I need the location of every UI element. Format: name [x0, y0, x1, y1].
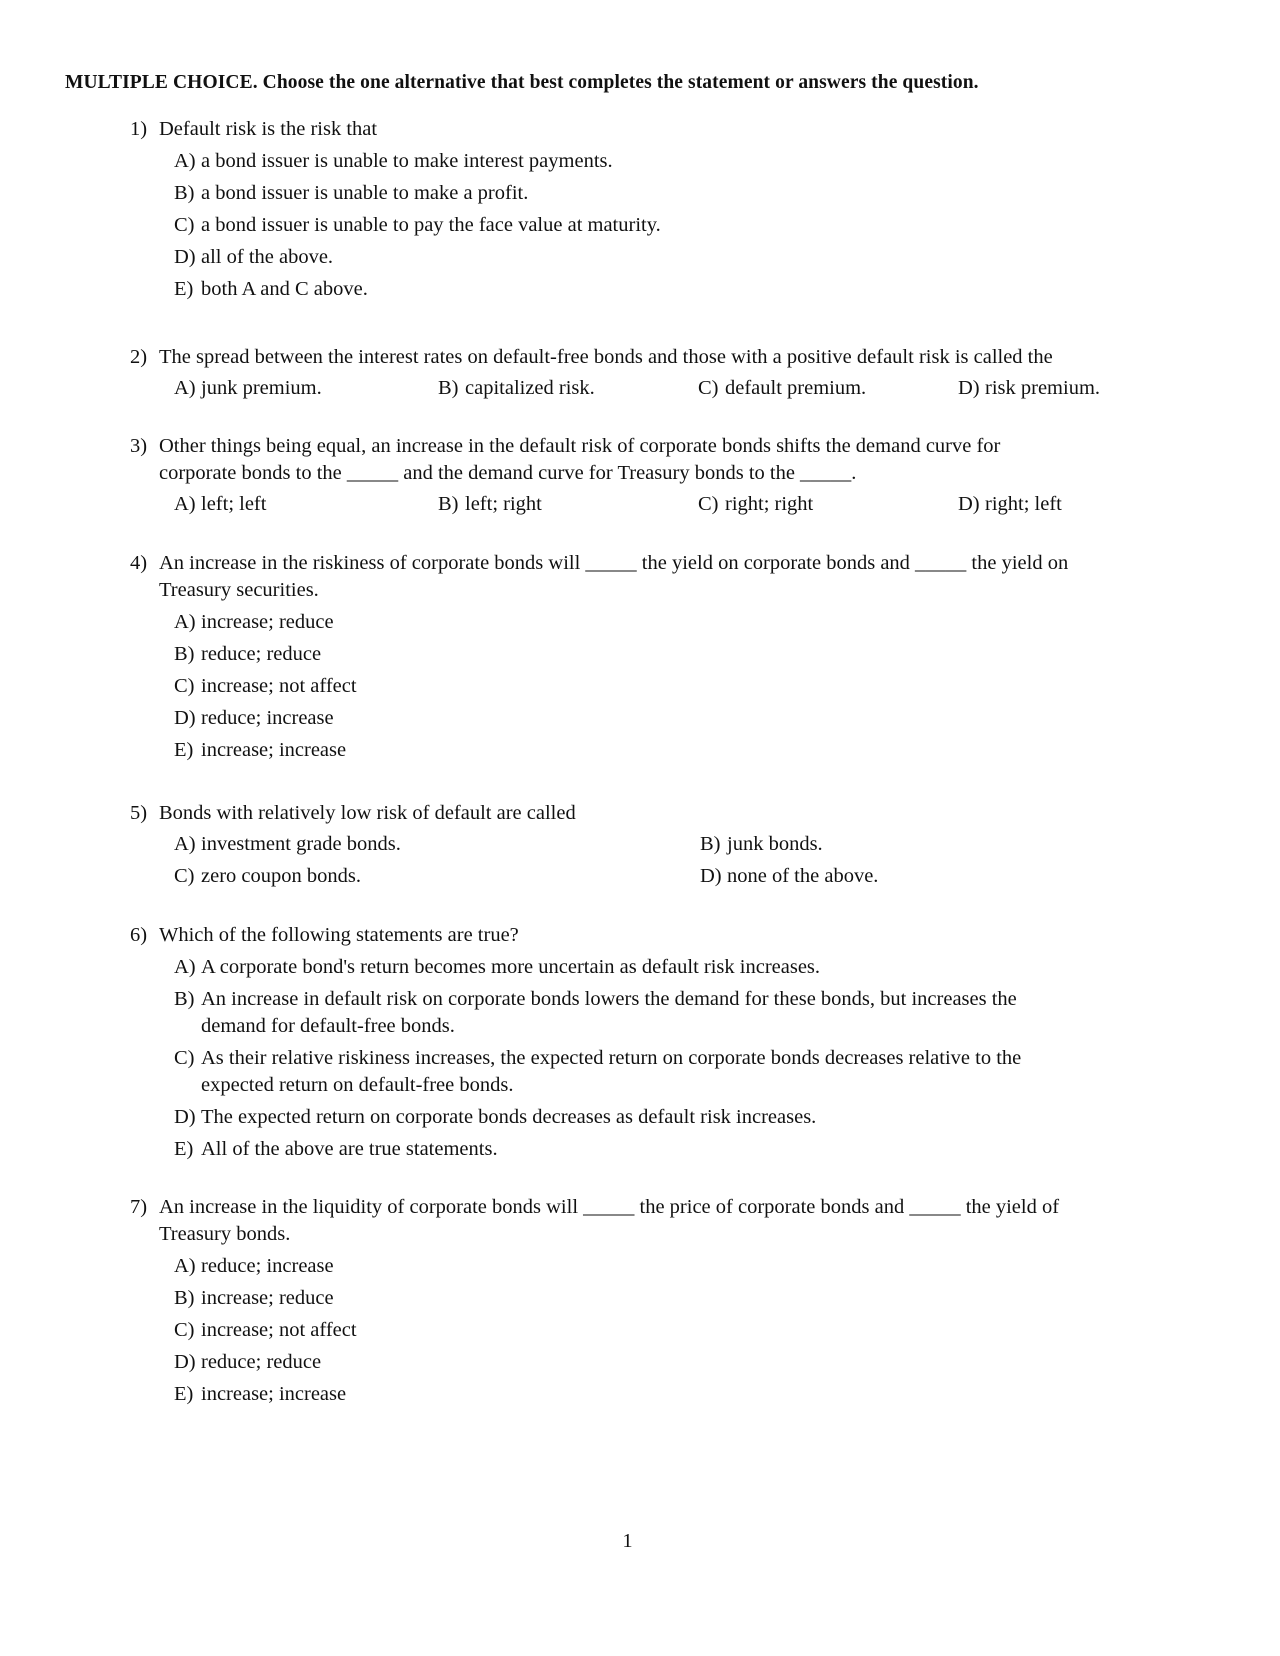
option-text: right; right — [725, 493, 814, 515]
stem-line: Default risk is the risk that — [159, 118, 378, 140]
option-row — [130, 491, 1150, 521]
option-text: all of the above. — [201, 246, 334, 268]
option-text: A corporate bond's return becomes more uncertain as default risk increases. — [201, 956, 821, 978]
option-letter: E) — [174, 1383, 194, 1405]
question-stem — [130, 344, 1150, 371]
option-text: junk bonds. — [727, 833, 823, 855]
question-stem — [130, 800, 1150, 827]
option-text: demand for default-free bonds. — [201, 1015, 455, 1037]
option-d[interactable] — [174, 244, 1150, 271]
option-text: zero coupon bonds. — [201, 865, 361, 887]
option-text: left; right — [465, 493, 542, 515]
option-letter: A) — [174, 833, 196, 855]
option-b[interactable] — [438, 375, 595, 402]
option-b[interactable] — [174, 180, 1150, 207]
question-number: 6) — [130, 924, 148, 946]
option-letter: D) — [700, 865, 722, 887]
option-letter: E) — [174, 278, 194, 300]
option-text: expected return on default-free bonds. — [201, 1074, 514, 1096]
option-list — [174, 148, 1150, 303]
question-stem — [130, 550, 1150, 604]
option-letter: D) — [174, 1106, 196, 1128]
option-a[interactable] — [174, 831, 401, 858]
option-text: As their relative riskiness increases, the expected return on corporate bonds decreases relative to the — [201, 1047, 1022, 1069]
option-b[interactable] — [174, 986, 1150, 1040]
option-letter: C) — [174, 214, 195, 236]
stem-line: corporate bonds to the _____ and the demand curve for Treasury bonds to the _____. — [159, 462, 857, 484]
option-c[interactable] — [698, 491, 813, 518]
option-b[interactable] — [174, 641, 1150, 668]
option-list — [174, 609, 1150, 764]
option-d[interactable] — [174, 1349, 1150, 1376]
option-text: reduce; increase — [201, 707, 334, 729]
option-letter: A) — [174, 956, 196, 978]
option-letter: C) — [698, 493, 719, 515]
question-number: 7) — [130, 1196, 148, 1218]
question-number: 5) — [130, 802, 148, 824]
option-d[interactable] — [958, 375, 1100, 402]
option-text: All of the above are true statements. — [201, 1138, 498, 1160]
option-c[interactable] — [174, 1045, 1150, 1099]
option-letter: B) — [174, 643, 195, 665]
option-text: increase; not affect — [201, 1319, 357, 1341]
option-letter: B) — [438, 377, 459, 399]
option-e[interactable] — [174, 1381, 1150, 1408]
stem-line: Bonds with relatively low risk of default are called — [159, 802, 576, 824]
option-e[interactable] — [174, 1136, 1150, 1163]
option-text: increase; increase — [201, 739, 347, 761]
question-2 — [130, 344, 1150, 405]
option-text: reduce; reduce — [201, 643, 322, 665]
question-number: 1) — [130, 118, 148, 140]
option-c[interactable] — [174, 212, 1150, 239]
question-stem — [130, 116, 1150, 143]
option-letter: C) — [174, 1047, 195, 1069]
option-a[interactable] — [174, 375, 322, 402]
option-text: increase; increase — [201, 1383, 347, 1405]
option-letter: B) — [438, 493, 459, 515]
option-c[interactable] — [174, 1317, 1150, 1344]
stem-line: An increase in the liquidity of corporate bonds will _____ the price of corporate bonds and _____ the yield of — [159, 1196, 1060, 1218]
option-text: none of the above. — [727, 865, 879, 887]
option-b[interactable] — [700, 831, 823, 858]
question-stem — [130, 433, 1150, 487]
option-b[interactable] — [174, 1285, 1150, 1312]
option-text: a bond issuer is unable to pay the face value at maturity. — [201, 214, 661, 236]
option-letter: C) — [174, 675, 195, 697]
option-letter: A) — [174, 150, 196, 172]
question-4 — [130, 550, 1150, 769]
instructions-header: MULTIPLE CHOICE. Choose the one alternative that best completes the statement or answers the question. — [65, 72, 979, 93]
stem-line: Other things being equal, an increase in the default risk of corporate bonds shifts the demand curve for — [159, 435, 1001, 457]
option-letter: D) — [174, 1351, 196, 1373]
option-letter: A) — [174, 611, 196, 633]
option-text: The expected return on corporate bonds decreases as default risk increases. — [201, 1106, 817, 1128]
option-c[interactable] — [174, 673, 1150, 700]
option-row — [130, 375, 1150, 405]
option-d[interactable] — [174, 705, 1150, 732]
option-letter: D) — [958, 493, 980, 515]
option-text: increase; not affect — [201, 675, 357, 697]
option-text: increase; reduce — [201, 611, 334, 633]
option-letter: D) — [174, 246, 196, 268]
question-number: 3) — [130, 435, 148, 457]
option-text: reduce; increase — [201, 1255, 334, 1277]
option-letter: A) — [174, 1255, 196, 1277]
stem-line: Treasury securities. — [159, 579, 319, 601]
option-text: a bond issuer is unable to make a profit. — [201, 182, 529, 204]
question-stem — [130, 1194, 1150, 1248]
option-b[interactable] — [438, 491, 542, 518]
option-text: a bond issuer is unable to make interest payments. — [201, 150, 613, 172]
stem-line: Which of the following statements are true? — [159, 924, 519, 946]
question-6 — [130, 922, 1150, 1168]
option-d[interactable] — [174, 1104, 1150, 1131]
option-d[interactable] — [958, 491, 1062, 518]
stem-line: Treasury bonds. — [159, 1223, 291, 1245]
option-a[interactable] — [174, 609, 1150, 636]
option-text: default premium. — [725, 377, 867, 399]
option-a[interactable] — [174, 954, 1150, 981]
option-letter: A) — [174, 377, 196, 399]
option-letter: D) — [958, 377, 980, 399]
question-5 — [130, 800, 1150, 895]
option-letter: B) — [700, 833, 721, 855]
option-letter: A) — [174, 493, 196, 515]
option-c[interactable] — [174, 863, 361, 890]
option-c[interactable] — [698, 375, 866, 402]
option-a[interactable] — [174, 1253, 1150, 1280]
option-letter: C) — [174, 1319, 195, 1341]
stem-line: The spread between the interest rates on default-free bonds and those with a positive default risk is called the — [159, 346, 1053, 368]
option-letter: B) — [174, 1287, 195, 1309]
option-e[interactable] — [174, 737, 1150, 764]
option-list — [174, 1253, 1150, 1408]
option-a[interactable] — [174, 148, 1150, 175]
option-letter: B) — [174, 988, 195, 1010]
option-letter: C) — [174, 865, 195, 887]
option-text: investment grade bonds. — [201, 833, 401, 855]
option-letter: C) — [698, 377, 719, 399]
question-7 — [130, 1194, 1150, 1413]
question-3 — [130, 433, 1150, 521]
option-text: left; left — [201, 493, 267, 515]
option-text: increase; reduce — [201, 1287, 334, 1309]
option-grid — [130, 831, 1150, 895]
option-letter: D) — [174, 707, 196, 729]
option-text: capitalized risk. — [465, 377, 595, 399]
option-list — [174, 954, 1150, 1163]
option-text: risk premium. — [985, 377, 1101, 399]
option-text: both A and C above. — [201, 278, 368, 300]
option-e[interactable] — [174, 276, 1150, 303]
option-text: An increase in default risk on corporate bonds lowers the demand for these bonds, but increases the — [201, 988, 1017, 1010]
page-number: 1 — [622, 1530, 633, 1552]
option-text: right; left — [985, 493, 1062, 515]
option-letter: E) — [174, 1138, 194, 1160]
option-text: junk premium. — [201, 377, 322, 399]
question-stem — [130, 922, 1150, 949]
stem-line: An increase in the riskiness of corporate bonds will _____ the yield on corporate bonds and _____ the yield on — [159, 552, 1069, 574]
option-text: reduce; reduce — [201, 1351, 322, 1373]
question-number: 4) — [130, 552, 148, 574]
option-letter: E) — [174, 739, 194, 761]
option-d[interactable] — [700, 863, 878, 890]
question-1 — [130, 116, 1150, 308]
option-letter: B) — [174, 182, 195, 204]
option-a[interactable] — [174, 491, 266, 518]
question-number: 2) — [130, 346, 148, 368]
